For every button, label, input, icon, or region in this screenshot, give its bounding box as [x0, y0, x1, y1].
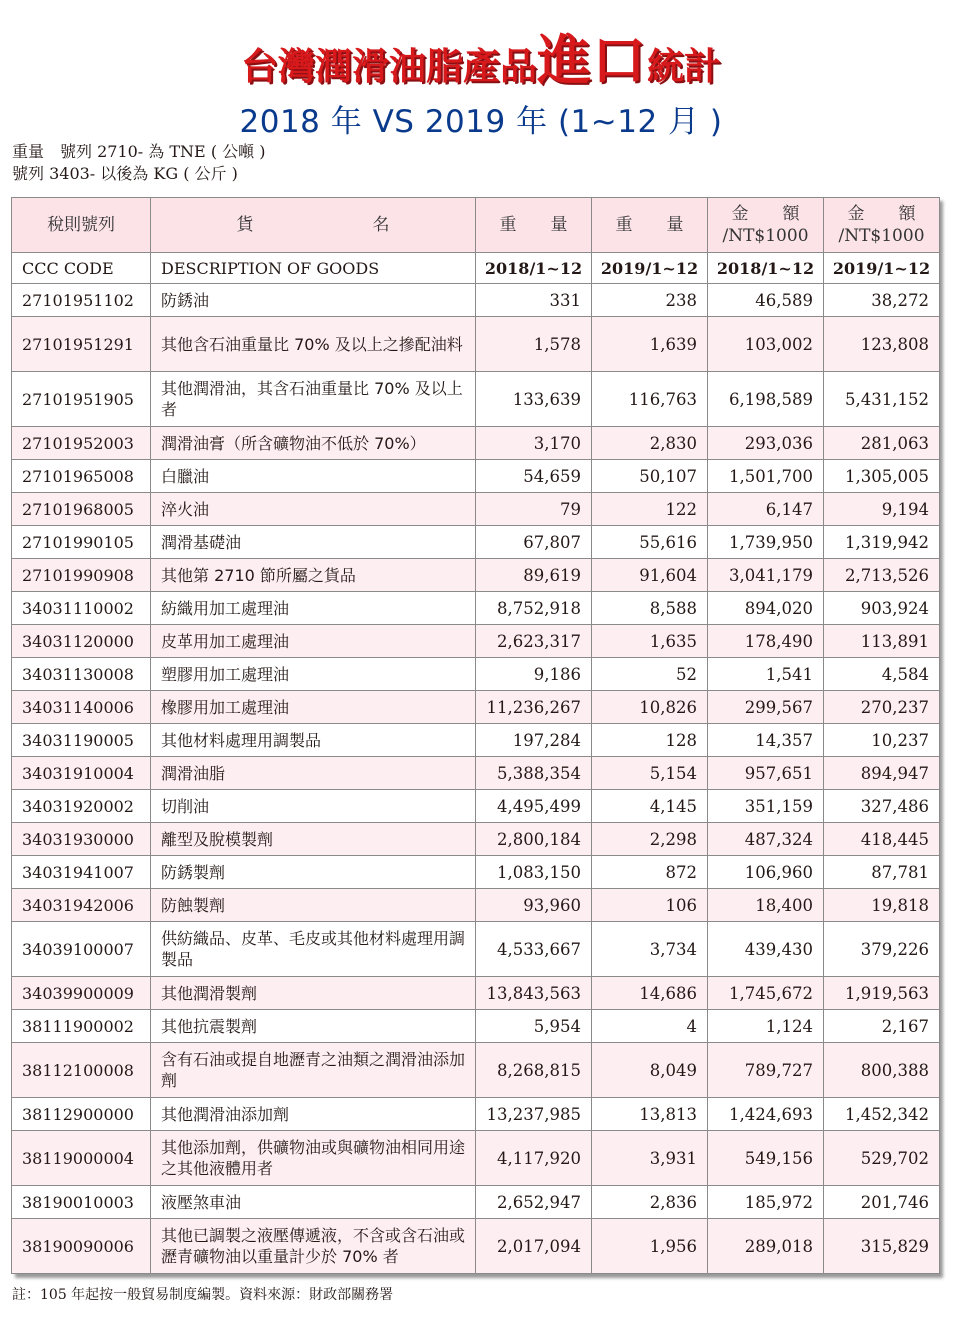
- weight-2018-cell: 4,117,920: [476, 1131, 592, 1186]
- weight-2019-cell: 50,107: [592, 460, 708, 493]
- description-cell: 切削油: [151, 790, 476, 823]
- amount-2018-cell: 1,501,700: [708, 460, 824, 493]
- amount-2018-cell: 1,739,950: [708, 526, 824, 559]
- amount-2019-cell: 894,947: [824, 757, 940, 790]
- header-amount-2019: [824, 198, 940, 253]
- ccc-code-cell: 34031910004: [12, 757, 151, 790]
- amount-2018-cell: 957,651: [708, 757, 824, 790]
- weight-2018-cell: 133,639: [476, 372, 592, 427]
- ccc-code-cell: 34039900009: [12, 977, 151, 1010]
- description-cell: 其他已調製之液壓傳遞液，不含或含石油或瀝青礦物油以重量計少於 70% 者: [151, 1219, 476, 1274]
- description-cell: 其他抗震製劑: [151, 1010, 476, 1043]
- page-title: [0, 18, 962, 95]
- description-cell: 塑膠用加工處理油: [151, 658, 476, 691]
- amount-2018-cell: 46,589: [708, 284, 824, 317]
- ccc-code-cell: 34031930000: [12, 823, 151, 856]
- amount-2019-cell: 201,746: [824, 1186, 940, 1219]
- ccc-code-cell: 34031190005: [12, 724, 151, 757]
- ccc-code-cell: 34031920002: [12, 790, 151, 823]
- amount-2019-cell: 2,713,526: [824, 559, 940, 592]
- table-row: [12, 493, 940, 526]
- weight-2019-cell: 2,298: [592, 823, 708, 856]
- table-subheader-row: [12, 253, 940, 284]
- table-row: [12, 691, 940, 724]
- amount-2018-cell: 14,357: [708, 724, 824, 757]
- header-desc: 貨 名: [151, 198, 476, 253]
- weight-2019-cell: 91,604: [592, 559, 708, 592]
- table-row: [12, 1098, 940, 1131]
- amount-2019-cell: 281,063: [824, 427, 940, 460]
- header-amount-2018: [708, 198, 824, 253]
- amount-2018-cell: 894,020: [708, 592, 824, 625]
- description-cell: 供紡織品、皮革、毛皮或其他材料處理用調製品: [151, 922, 476, 977]
- description-cell: 潤滑油脂: [151, 757, 476, 790]
- amount-2018-cell: 789,727: [708, 1043, 824, 1098]
- table-row: [12, 1131, 940, 1186]
- description-cell: 潤滑基礎油: [151, 526, 476, 559]
- amount-2018-cell: 299,567: [708, 691, 824, 724]
- subheader-desc: DESCRIPTION OF GOODS: [151, 253, 476, 284]
- header-amount-2019-line2: /NT$1000: [838, 226, 925, 246]
- weight-2019-cell: 2,836: [592, 1186, 708, 1219]
- table-header-row: [12, 198, 940, 253]
- amount-2019-cell: 418,445: [824, 823, 940, 856]
- table-row: [12, 757, 940, 790]
- table-row: [12, 526, 940, 559]
- amount-2019-cell: 4,584: [824, 658, 940, 691]
- amount-2019-cell: 38,272: [824, 284, 940, 317]
- amount-2018-cell: 293,036: [708, 427, 824, 460]
- weight-2018-cell: 2,623,317: [476, 625, 592, 658]
- amount-2019-cell: 19,818: [824, 889, 940, 922]
- amount-2018-cell: 439,430: [708, 922, 824, 977]
- ccc-code-cell: 34031120000: [12, 625, 151, 658]
- title-part1: 台灣潤滑油脂產品: [241, 45, 537, 88]
- amount-2019-cell: 87,781: [824, 856, 940, 889]
- subheader-amount-2018: 2018/1~12: [708, 253, 824, 284]
- weight-2019-cell: 1,639: [592, 317, 708, 372]
- table-row: [12, 823, 940, 856]
- header-weight-2019: 重 量: [592, 198, 708, 253]
- table-row: [12, 977, 940, 1010]
- description-cell: 其他潤滑油，其含石油重量比 70% 及以上者: [151, 372, 476, 427]
- weight-2019-cell: 4,145: [592, 790, 708, 823]
- weight-2018-cell: 5,388,354: [476, 757, 592, 790]
- amount-2018-cell: 487,324: [708, 823, 824, 856]
- amount-2019-cell: 1,452,342: [824, 1098, 940, 1131]
- amount-2018-cell: 549,156: [708, 1131, 824, 1186]
- weight-2018-cell: 2,800,184: [476, 823, 592, 856]
- weight-2019-cell: 14,686: [592, 977, 708, 1010]
- weight-2018-cell: 2,652,947: [476, 1186, 592, 1219]
- header-amount-2018-line1: 金 額: [731, 204, 800, 224]
- ccc-code-cell: 38112100008: [12, 1043, 151, 1098]
- amount-2019-cell: 529,702: [824, 1131, 940, 1186]
- ccc-code-cell: 27101952003: [12, 427, 151, 460]
- subheader-weight-2018: 2018/1~12: [476, 253, 592, 284]
- table-row: [12, 922, 940, 977]
- amount-2018-cell: 1,124: [708, 1010, 824, 1043]
- ccc-code-cell: 34031110002: [12, 592, 151, 625]
- ccc-code-cell: 38190090006: [12, 1219, 151, 1274]
- description-cell: 離型及脫模製劑: [151, 823, 476, 856]
- amount-2018-cell: 6,147: [708, 493, 824, 526]
- ccc-code-cell: 34031942006: [12, 889, 151, 922]
- table-body: [12, 284, 940, 1274]
- weight-2018-cell: 5,954: [476, 1010, 592, 1043]
- amount-2019-cell: 123,808: [824, 317, 940, 372]
- weight-2019-cell: 1,956: [592, 1219, 708, 1274]
- amount-2019-cell: 1,319,942: [824, 526, 940, 559]
- table-row: [12, 1186, 940, 1219]
- weight-2019-cell: 3,734: [592, 922, 708, 977]
- weight-2018-cell: 8,268,815: [476, 1043, 592, 1098]
- subheader-weight-2019: 2019/1~12: [592, 253, 708, 284]
- ccc-code-cell: 34031941007: [12, 856, 151, 889]
- title-part2: 進口: [537, 29, 647, 92]
- weight-2019-cell: 8,588: [592, 592, 708, 625]
- amount-2019-cell: 327,486: [824, 790, 940, 823]
- amount-2018-cell: 18,400: [708, 889, 824, 922]
- description-cell: 防銹油: [151, 284, 476, 317]
- amount-2018-cell: 106,960: [708, 856, 824, 889]
- weight-2019-cell: 122: [592, 493, 708, 526]
- table-row: [12, 460, 940, 493]
- unit-notes: [12, 141, 265, 185]
- description-cell: 皮革用加工處理油: [151, 625, 476, 658]
- weight-2019-cell: 4: [592, 1010, 708, 1043]
- ccc-code-cell: 27101951102: [12, 284, 151, 317]
- amount-2019-cell: 2,167: [824, 1010, 940, 1043]
- table-row: [12, 372, 940, 427]
- subheader-code: CCC CODE: [12, 253, 151, 284]
- weight-2019-cell: 106: [592, 889, 708, 922]
- description-cell: 其他添加劑，供礦物油或與礦物油相同用途之其他液體用者: [151, 1131, 476, 1186]
- amount-2018-cell: 1,424,693: [708, 1098, 824, 1131]
- table-row: [12, 284, 940, 317]
- weight-2018-cell: 13,843,563: [476, 977, 592, 1010]
- amount-2019-cell: 903,924: [824, 592, 940, 625]
- amount-2019-cell: 800,388: [824, 1043, 940, 1098]
- weight-2019-cell: 2,830: [592, 427, 708, 460]
- weight-2019-cell: 5,154: [592, 757, 708, 790]
- weight-2018-cell: 1,083,150: [476, 856, 592, 889]
- page-subtitle: 2018 年 VS 2019 年 (1~12 月 ): [239, 104, 723, 140]
- amount-2018-cell: 1,541: [708, 658, 824, 691]
- amount-2019-cell: 9,194: [824, 493, 940, 526]
- import-statistics-table: [11, 197, 939, 1274]
- description-cell: 其他潤滑油添加劑: [151, 1098, 476, 1131]
- description-cell: 其他潤滑製劑: [151, 977, 476, 1010]
- weight-2019-cell: 128: [592, 724, 708, 757]
- unit-note-2: 號列 3403- 以後為 KG ( 公斤 ): [12, 164, 238, 183]
- subheader-amount-2019: 2019/1~12: [824, 253, 940, 284]
- weight-2018-cell: 1,578: [476, 317, 592, 372]
- description-cell: 紡織用加工處理油: [151, 592, 476, 625]
- amount-2018-cell: 289,018: [708, 1219, 824, 1274]
- weight-2019-cell: 10,826: [592, 691, 708, 724]
- weight-2019-cell: 3,931: [592, 1131, 708, 1186]
- weight-2019-cell: 52: [592, 658, 708, 691]
- amount-2019-cell: 1,305,005: [824, 460, 940, 493]
- table-row: [12, 427, 940, 460]
- ccc-code-cell: 27101951291: [12, 317, 151, 372]
- ccc-code-cell: 27101990105: [12, 526, 151, 559]
- amount-2019-cell: 10,237: [824, 724, 940, 757]
- weight-2018-cell: 79: [476, 493, 592, 526]
- amount-2018-cell: 6,198,589: [708, 372, 824, 427]
- table-row: [12, 592, 940, 625]
- ccc-code-cell: 27101990908: [12, 559, 151, 592]
- weight-2019-cell: 13,813: [592, 1098, 708, 1131]
- description-cell: 白臘油: [151, 460, 476, 493]
- weight-2018-cell: 54,659: [476, 460, 592, 493]
- description-cell: 含有石油或提自地瀝青之油類之潤滑油添加劑: [151, 1043, 476, 1098]
- description-cell: 潤滑油膏（所含礦物油不低於 70%）: [151, 427, 476, 460]
- ccc-code-cell: 34039100007: [12, 922, 151, 977]
- weight-2019-cell: 116,763: [592, 372, 708, 427]
- ccc-code-cell: 38112900000: [12, 1098, 151, 1131]
- weight-2019-cell: 238: [592, 284, 708, 317]
- description-cell: 防蝕製劑: [151, 889, 476, 922]
- table-row: [12, 625, 940, 658]
- ccc-code-cell: 38190010003: [12, 1186, 151, 1219]
- header-code: 稅則號列: [12, 198, 151, 253]
- amount-2019-cell: 1,919,563: [824, 977, 940, 1010]
- table-row: [12, 317, 940, 372]
- description-cell: 淬火油: [151, 493, 476, 526]
- weight-2018-cell: 4,495,499: [476, 790, 592, 823]
- ccc-code-cell: 38111900002: [12, 1010, 151, 1043]
- weight-2018-cell: 89,619: [476, 559, 592, 592]
- table-row: [12, 1219, 940, 1274]
- amount-2018-cell: 178,490: [708, 625, 824, 658]
- weight-2018-cell: 9,186: [476, 658, 592, 691]
- table-row: [12, 559, 940, 592]
- weight-2019-cell: 8,049: [592, 1043, 708, 1098]
- amount-2018-cell: 351,159: [708, 790, 824, 823]
- weight-2019-cell: 872: [592, 856, 708, 889]
- header-amount-2019-line1: 金 額: [847, 204, 916, 224]
- table-row: [12, 1010, 940, 1043]
- table-row: [12, 790, 940, 823]
- amount-2019-cell: 5,431,152: [824, 372, 940, 427]
- weight-2019-cell: 1,635: [592, 625, 708, 658]
- description-cell: 橡膠用加工處理油: [151, 691, 476, 724]
- amount-2018-cell: 3,041,179: [708, 559, 824, 592]
- amount-2019-cell: 315,829: [824, 1219, 940, 1274]
- ccc-code-cell: 34031140006: [12, 691, 151, 724]
- table-row: [12, 658, 940, 691]
- weight-2018-cell: 197,284: [476, 724, 592, 757]
- weight-2018-cell: 8,752,918: [476, 592, 592, 625]
- weight-2018-cell: 331: [476, 284, 592, 317]
- description-cell: 其他材料處理用調製品: [151, 724, 476, 757]
- header-amount-2018-line2: /NT$1000: [722, 226, 809, 246]
- weight-2018-cell: 11,236,267: [476, 691, 592, 724]
- amount-2019-cell: 113,891: [824, 625, 940, 658]
- amount-2019-cell: 379,226: [824, 922, 940, 977]
- weight-2018-cell: 13,237,985: [476, 1098, 592, 1131]
- ccc-code-cell: 27101965008: [12, 460, 151, 493]
- weight-2018-cell: 93,960: [476, 889, 592, 922]
- header-weight-2018: 重 量: [476, 198, 592, 253]
- weight-2018-cell: 2,017,094: [476, 1219, 592, 1274]
- unit-note-1: 重量 號列 2710- 為 TNE ( 公噸 ): [12, 142, 266, 161]
- weight-2019-cell: 55,616: [592, 526, 708, 559]
- weight-2018-cell: 4,533,667: [476, 922, 592, 977]
- description-cell: 其他含石油重量比 70% 及以上之摻配油料: [151, 317, 476, 372]
- ccc-code-cell: 38119000004: [12, 1131, 151, 1186]
- amount-2018-cell: 1,745,672: [708, 977, 824, 1010]
- table-row: [12, 889, 940, 922]
- amount-2019-cell: 270,237: [824, 691, 940, 724]
- title-part3: 統計: [647, 45, 721, 88]
- table-row: [12, 1043, 940, 1098]
- ccc-code-cell: 27101951905: [12, 372, 151, 427]
- source-footnote: 註：105 年起按一般貿易制度編製。資料來源：財政部關務署: [12, 1287, 394, 1303]
- description-cell: 液壓煞車油: [151, 1186, 476, 1219]
- weight-2018-cell: 3,170: [476, 427, 592, 460]
- amount-2018-cell: 103,002: [708, 317, 824, 372]
- ccc-code-cell: 34031130008: [12, 658, 151, 691]
- weight-2018-cell: 67,807: [476, 526, 592, 559]
- table-row: [12, 724, 940, 757]
- description-cell: 其他第 2710 節所屬之貨品: [151, 559, 476, 592]
- ccc-code-cell: 27101968005: [12, 493, 151, 526]
- table-row: [12, 856, 940, 889]
- description-cell: 防銹製劑: [151, 856, 476, 889]
- amount-2018-cell: 185,972: [708, 1186, 824, 1219]
